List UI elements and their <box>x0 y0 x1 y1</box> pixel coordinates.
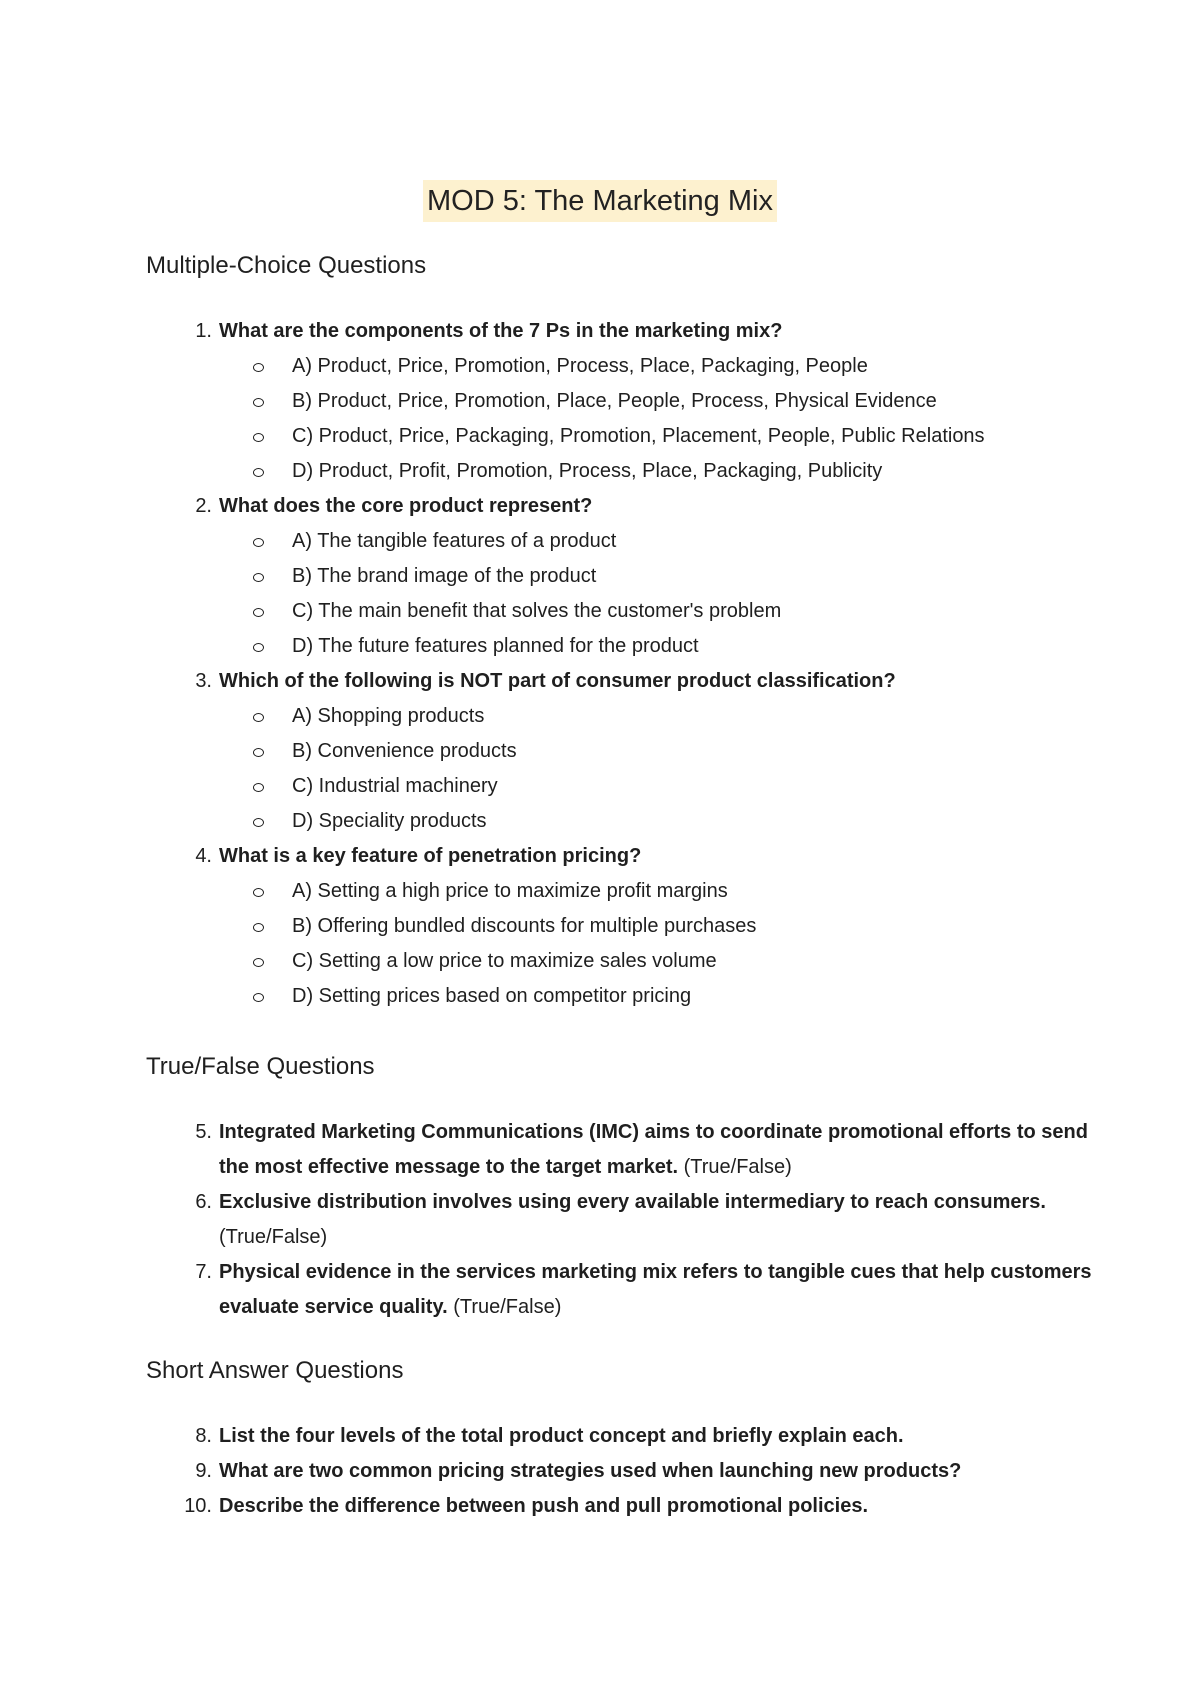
tf-list <box>146 1115 1096 1325</box>
hollow-bullet-icon <box>253 993 264 1002</box>
question-number: 6. <box>195 1191 212 1213</box>
hollow-bullet-icon <box>253 608 264 617</box>
options-list <box>219 699 1096 839</box>
answer-option <box>219 804 1096 839</box>
answer-option <box>219 699 1096 734</box>
options-list <box>219 874 1096 1014</box>
answer-option-text: A) Product, Price, Promotion, Process, Place, Packaging, People <box>292 355 868 377</box>
question-item <box>146 1419 1096 1454</box>
answer-option-text: B) Product, Price, Promotion, Place, People, Process, Physical Evidence <box>292 390 937 412</box>
hollow-bullet-icon <box>253 468 264 477</box>
true-false-hint: (True/False) <box>678 1156 792 1178</box>
question-text: Describe the difference between push and pull promotional policies. <box>219 1495 869 1517</box>
answer-option-text: D) The future features planned for the product <box>292 635 699 657</box>
answer-option-text: D) Product, Profit, Promotion, Process, Place, Packaging, Publicity <box>292 460 883 482</box>
answer-option <box>219 769 1096 804</box>
question-item <box>146 1255 1096 1325</box>
question-number: 7. <box>195 1261 212 1283</box>
answer-option <box>219 874 1096 909</box>
answer-option <box>219 944 1096 979</box>
true-false-hint: (True/False) <box>447 1296 562 1318</box>
question-item <box>146 314 1096 489</box>
answer-option-text: C) The main benefit that solves the customer's problem <box>292 600 782 622</box>
true-false-hint: (True/False) <box>219 1226 328 1248</box>
answer-option-text: A) Shopping products <box>292 705 485 727</box>
question-item <box>146 489 1096 664</box>
question-number: 3. <box>195 670 212 692</box>
question-text: What are the components of the 7 Ps in the marketing mix? <box>219 320 783 342</box>
answer-option <box>219 384 1096 419</box>
mcq-list <box>146 314 1096 1014</box>
answer-option-text: D) Setting prices based on competitor pricing <box>292 985 692 1007</box>
question-item <box>146 1115 1096 1185</box>
hollow-bullet-icon <box>253 538 264 547</box>
answer-option <box>219 559 1096 594</box>
heading-short-answer: Short Answer Questions <box>146 1357 404 1384</box>
answer-option <box>219 454 1096 489</box>
page-title: MOD 5: The Marketing Mix <box>423 180 777 222</box>
hollow-bullet-icon <box>253 783 264 792</box>
options-list <box>219 524 1096 664</box>
question-item <box>146 1489 1096 1524</box>
question-text: What are two common pricing strategies used when launching new products? <box>219 1460 962 1482</box>
title-wrap <box>0 180 1200 222</box>
hollow-bullet-icon <box>253 888 264 897</box>
hollow-bullet-icon <box>253 398 264 407</box>
question-number: 8. <box>195 1425 212 1447</box>
hollow-bullet-icon <box>253 748 264 757</box>
question-item <box>146 664 1096 839</box>
answer-option-text: A) Setting a high price to maximize profit margins <box>292 880 728 902</box>
answer-option-text: C) Industrial machinery <box>292 775 498 797</box>
heading-true-false: True/False Questions <box>146 1053 375 1080</box>
answer-option-text: B) Offering bundled discounts for multiple purchases <box>292 915 757 937</box>
short-answer-list <box>146 1419 1096 1524</box>
answer-option-text: C) Setting a low price to maximize sales volume <box>292 950 717 972</box>
question-item <box>146 839 1096 1014</box>
question-text: Integrated Marketing Communications (IMC) aims to coordinate promotional efforts to send the most effective message to the target market. <box>219 1121 1088 1178</box>
answer-option <box>219 909 1096 944</box>
hollow-bullet-icon <box>253 958 264 967</box>
question-item <box>146 1454 1096 1489</box>
question-number: 5. <box>195 1121 212 1143</box>
answer-option-text: A) The tangible features of a product <box>292 530 617 552</box>
hollow-bullet-icon <box>253 923 264 932</box>
question-number: 9. <box>195 1460 212 1482</box>
answer-option <box>219 594 1096 629</box>
hollow-bullet-icon <box>253 573 264 582</box>
answer-option <box>219 349 1096 384</box>
hollow-bullet-icon <box>253 363 264 372</box>
answer-option-text: B) The brand image of the product <box>292 565 597 587</box>
answer-option-text: D) Speciality products <box>292 810 487 832</box>
answer-option <box>219 419 1096 454</box>
question-text: List the four levels of the total product concept and briefly explain each. <box>219 1425 904 1447</box>
hollow-bullet-icon <box>253 643 264 652</box>
question-text: Exclusive distribution involves using every available intermediary to reach consumers. <box>219 1191 1046 1213</box>
options-list <box>219 349 1096 489</box>
question-number: 4. <box>195 845 212 867</box>
answer-option <box>219 629 1096 664</box>
question-item <box>146 1185 1096 1255</box>
answer-option <box>219 524 1096 559</box>
hollow-bullet-icon <box>253 713 264 722</box>
hollow-bullet-icon <box>253 433 264 442</box>
hollow-bullet-icon <box>253 818 264 827</box>
question-text: What is a key feature of penetration pricing? <box>219 845 642 867</box>
question-text: What does the core product represent? <box>219 495 593 517</box>
question-number: 10. <box>184 1495 212 1517</box>
answer-option-text: C) Product, Price, Packaging, Promotion, Placement, People, Public Relations <box>292 425 985 447</box>
question-text: Which of the following is NOT part of consumer product classification? <box>219 670 896 692</box>
question-text: Physical evidence in the services marketing mix refers to tangible cues that help customers evaluate service quality. <box>219 1261 1092 1318</box>
question-number: 2. <box>195 495 212 517</box>
answer-option <box>219 979 1096 1014</box>
answer-option <box>219 734 1096 769</box>
answer-option-text: B) Convenience products <box>292 740 517 762</box>
heading-multiple-choice: Multiple-Choice Questions <box>146 252 427 279</box>
question-number: 1. <box>195 320 212 342</box>
